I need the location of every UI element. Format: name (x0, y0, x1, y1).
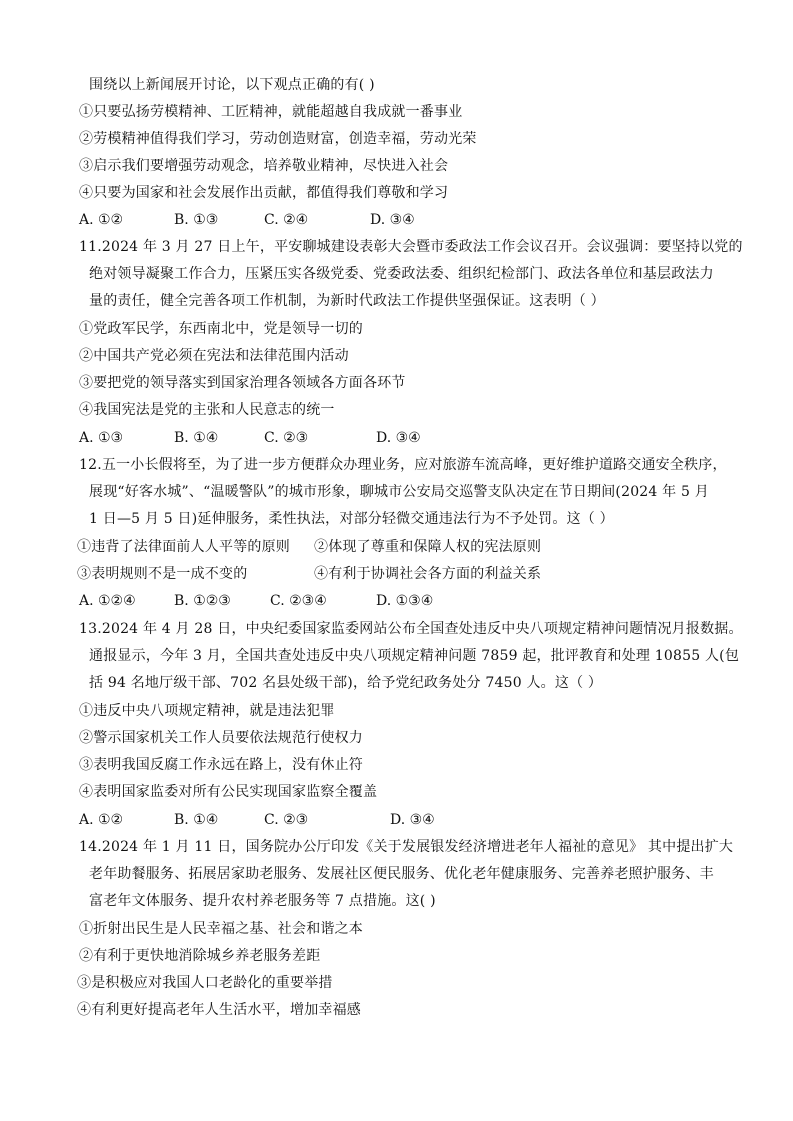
q13-statement-1: ①违反中央八项规定精神，就是违法犯罪 (79, 703, 335, 719)
q14-line-2: 老年助餐服务、拓展居家助老服务、发展社区便民服务、优化老年健康服务、完善养老照护服务、丰 (89, 866, 714, 882)
q13-statement-3: ③表明我国反腐工作永远在路上，没有休止符 (79, 757, 363, 773)
q12-line-3: 1 日—5 月 5 日)延伸服务，柔性执法，对部分轻微交通违法行为不予处罚。这（ ） (89, 511, 614, 527)
q11-line-2: 绝对领导凝聚工作合力，压紧压实各级党委、党委政法委、组织纪检部门、政法各单位和基层政法力 (89, 266, 714, 282)
q10-statement-1: ①只要弘扬劳模精神、工匠精神，就能超越自我成就一番事业 (79, 104, 463, 120)
q13-line-3: 括 94 名地厅级干部、702 名县处级干部)，给予党纪政务处分 7450 人。这（ ） (89, 675, 603, 691)
q13-option-c: C. ②③ (264, 812, 309, 828)
q11-option-d: D. ③④ (376, 430, 421, 446)
q12-statement-2: ②体现了尊重和保障人权的宪法原则 (314, 539, 542, 555)
q14-statement-2: ②有利于更快地消除城乡养老服务差距 (79, 948, 321, 964)
q11-option-b: B. ①④ (174, 430, 219, 446)
q12-line-2: 展现“好客水城”、“温暖警队”的城市形象，聊城市公安局交巡警支队决定在节日期间(2024 年 5 月 (89, 484, 709, 500)
q12-statement-1: ①违背了法律面前人人平等的原则 (77, 539, 290, 555)
q13-line-2: 通报显示，今年 3 月，全国共查处违反中央八项规定精神问题 7859 起，批评教育和处理 10855 人(包 (89, 648, 740, 664)
q14-line-3: 富老年文体服务、提升农村养老服务等 7 点措施。这( ) (89, 893, 436, 909)
q13-option-d: D. ③④ (390, 812, 435, 828)
q10-statement-3: ③启示我们要增强劳动观念，培养敬业精神，尽快进入社会 (79, 158, 449, 174)
q11-option-c: C. ②③ (264, 430, 309, 446)
q10-option-b: B. ①③ (174, 212, 219, 228)
q10-statement-2: ②劳模精神值得我们学习，劳动创造财富，创造幸福，劳动光荣 (79, 131, 477, 147)
q11-statement-2: ②中国共产党必须在宪法和法律范围内活动 (79, 348, 349, 364)
q12-option-b: B. ①②③ (174, 593, 231, 609)
q10-option-d: D. ③④ (370, 212, 415, 228)
q12-statement-4: ④有利于协调社会各方面的利益关系 (314, 566, 542, 582)
q10-option-c: C. ②④ (264, 212, 309, 228)
q13-option-b: B. ①④ (174, 812, 219, 828)
q11-statement-1: ①党政军民学，东西南北中，党是领导一切的 (79, 321, 363, 337)
q13-option-a: A. ①② (79, 812, 124, 828)
q13-statement-4: ④表明国家监委对所有公民实现国家监察全覆盖 (79, 784, 378, 800)
q12-line-1: 12.五一小长假将至，为了进一步方便群众办理业务，应对旅游车流高峰，更好维护道路交通安全秩序， (79, 457, 727, 473)
q12-option-c: C. ②③④ (270, 593, 327, 609)
q14-statement-1: ①折射出民生是人民幸福之基、社会和谐之本 (79, 921, 363, 937)
q12-option-d: D. ①③④ (376, 593, 434, 609)
q14-statement-4: ④有利更好提高老年人生活水平，增加幸福感 (77, 1002, 361, 1018)
q14-statement-3: ③是积极应对我国人口老龄化的重要举措 (77, 975, 333, 991)
q11-line-3: 量的责任，健全完善各项工作机制，为新时代政法工作提供坚强保证。这表明（ ） (89, 293, 605, 309)
q12-statement-3: ③表明规则不是一成不变的 (77, 566, 248, 582)
q13-line-1: 13.2024 年 4 月 28 日，中央纪委国家监委网站公布全国查处违反中央八项规定精神问题情况月报数据。 (79, 621, 743, 637)
q12-option-a: A. ①②④ (79, 593, 136, 609)
q11-option-a: A. ①③ (79, 430, 124, 446)
q10-statement-4: ④只要为国家和社会发展作出贡献，都值得我们尊敬和学习 (79, 185, 449, 201)
q14-line-1: 14.2024 年 1 月 11 日，国务院办公厅印发《关于发展银发经济增进老年人福祉的意见》 其中提出扩大 (79, 839, 734, 855)
q10-option-a: A. ①② (79, 212, 124, 228)
q11-statement-4: ④我国宪法是党的主张和人民意志的统一 (79, 402, 335, 418)
q11-line-1: 11.2024 年 3 月 27 日上午，平安聊城建设表彰大会暨市委政法工作会议召开。会议强调：要坚持以党的 (79, 239, 743, 255)
q10-stem: 围绕以上新闻展开讨论，以下观点正确的有( ) (89, 77, 375, 93)
q11-statement-3: ③要把党的领导落实到国家治理各领域各方面各环节 (79, 375, 406, 391)
q13-statement-2: ②警示国家机关工作人员要依法规范行使权力 (79, 730, 363, 746)
